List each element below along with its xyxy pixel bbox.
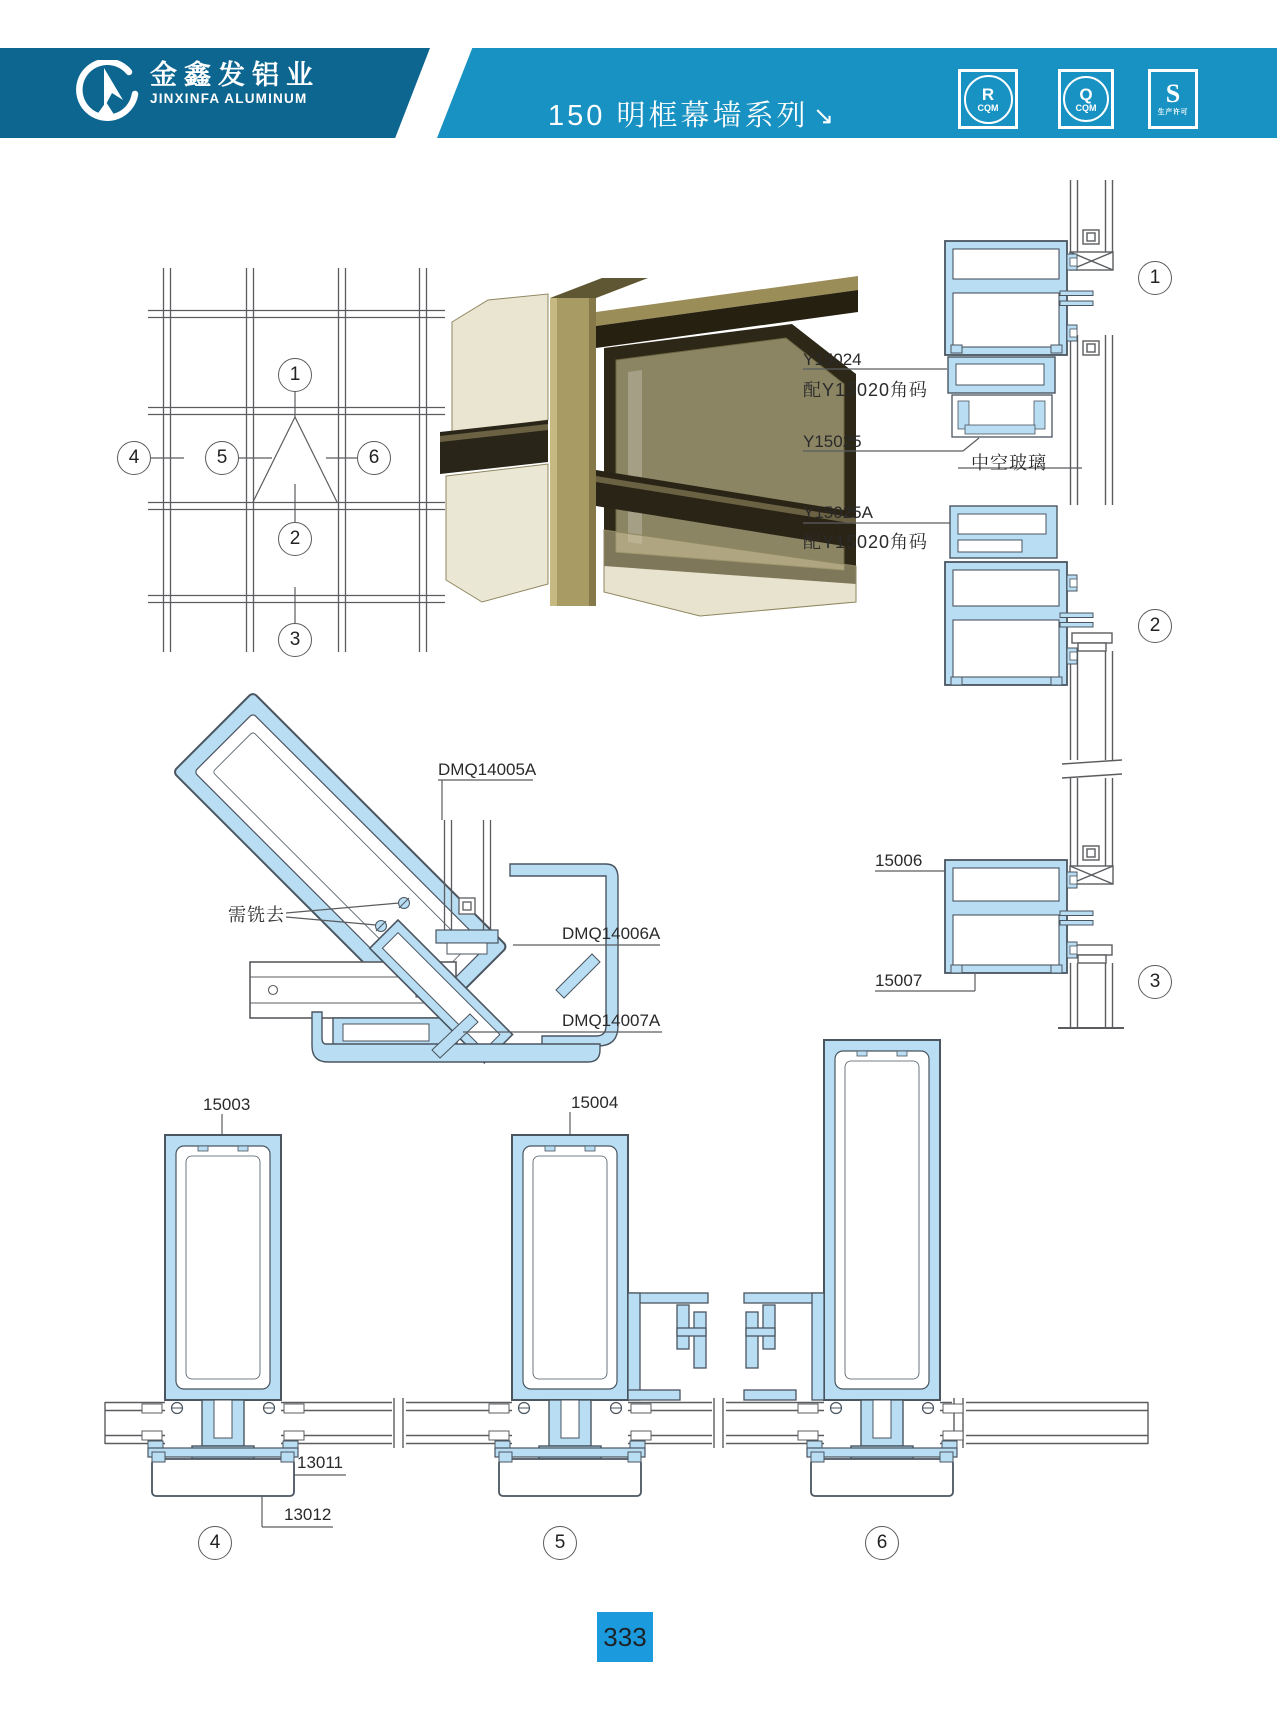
label-15007: 15007 — [875, 971, 923, 990]
label-insulated-glass: 中空玻璃 — [971, 453, 1047, 473]
callout-number: 1 — [289, 364, 301, 385]
callout-number: 1 — [1149, 267, 1161, 288]
callout-number: 4 — [209, 1532, 221, 1553]
qs-mark — [1156, 81, 1190, 117]
bottom-glass-band — [105, 1398, 1148, 1448]
cert-sub: 生产许可 — [1157, 107, 1189, 116]
elevation-callout-5 — [205, 441, 239, 475]
bottom-mullion-5 — [489, 1135, 651, 1496]
brand-block — [150, 60, 320, 107]
callout-number: 3 — [289, 629, 301, 650]
cert-badge-r-cqm — [958, 69, 1018, 129]
section-callout-1 — [1138, 261, 1172, 295]
elevation-callout-3 — [278, 623, 312, 657]
cert-badge-q-cqm — [1058, 69, 1114, 129]
label-y15020-b: 配Y15020角码 — [803, 532, 929, 552]
elevation-callout-4 — [117, 441, 151, 475]
label-15003: 15003 — [203, 1095, 251, 1114]
cert-sub: CQM — [1075, 102, 1097, 113]
label-mill-away: 需铣去 — [228, 905, 285, 925]
cert-sub: CQM — [977, 102, 999, 113]
callout-number: 2 — [289, 528, 301, 549]
page-number: 333 — [597, 1612, 653, 1662]
right-section-2 — [945, 506, 1093, 685]
cert-badge-circle — [964, 75, 1013, 124]
label-13012: 13012 — [284, 1505, 332, 1524]
brand-name-cn: 金鑫发铝业 — [150, 60, 320, 90]
elevation-grid — [148, 268, 445, 652]
cert-badge-qs-license — [1148, 69, 1198, 129]
right-section-3 — [945, 860, 1093, 973]
label-y15025: Y15025 — [803, 432, 862, 451]
callout-number: 6 — [876, 1532, 888, 1553]
vent-frame-6 — [744, 1293, 824, 1400]
section-callout-4 — [198, 1526, 232, 1560]
label-y15025a: Y15025A — [803, 503, 873, 522]
elevation-callout-2 — [278, 522, 312, 556]
elevation-callout-1 — [278, 358, 312, 392]
label-dmq14007a: DMQ14007A — [562, 1011, 661, 1030]
render-3d — [440, 276, 858, 616]
section-callout-3 — [1138, 965, 1172, 999]
section-callout-6 — [865, 1526, 899, 1560]
page-title: 150 明框幕墙系列 — [548, 100, 809, 132]
brand-name-en: JINXINFA ALUMINUM — [150, 91, 308, 106]
bottom-mullion-6 — [798, 1040, 963, 1496]
label-dmq14005a: DMQ14005A — [438, 760, 537, 779]
callout-number: 5 — [554, 1532, 566, 1553]
cert-letter: R — [981, 84, 995, 104]
label-13011: 13011 — [297, 1453, 344, 1472]
callout-number: 3 — [1149, 971, 1161, 992]
section-callout-2 — [1138, 609, 1172, 643]
label-15006: 15006 — [875, 851, 923, 870]
callout-number: 5 — [216, 447, 228, 468]
label-y15020-a: 配Y15020角码 — [803, 380, 929, 400]
callout-number: 2 — [1149, 615, 1161, 636]
cert-letter: Q — [1079, 84, 1093, 104]
callout-number: 6 — [368, 447, 380, 468]
elevation-callout-6 — [357, 441, 391, 475]
section-callout-5 — [543, 1526, 577, 1560]
label-y15024: Y15024 — [803, 350, 862, 369]
label-dmq14006a: DMQ14006A — [562, 924, 661, 943]
cert-letter: S — [1165, 79, 1181, 108]
brand-logo — [73, 60, 145, 126]
bottom-mullion-4 — [142, 1135, 304, 1496]
callout-number: 4 — [128, 447, 140, 468]
title-arrow-icon: ↘ — [813, 102, 834, 130]
label-15004: 15004 — [571, 1093, 619, 1112]
cert-badge-circle — [1063, 76, 1109, 122]
vent-frame-5 — [628, 1293, 708, 1400]
right-glass-strips — [1058, 180, 1124, 1028]
